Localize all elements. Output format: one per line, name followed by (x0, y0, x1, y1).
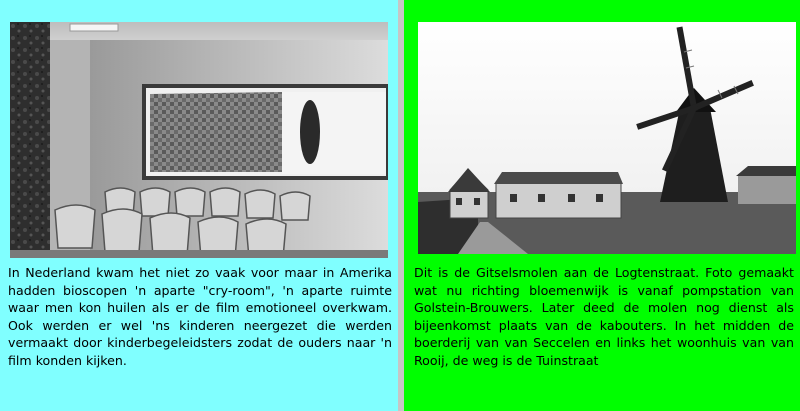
left-panel (0, 0, 398, 411)
cry-room-photo (10, 22, 388, 258)
windmill-caption: Dit is de Gitselsmolen aan de Logtenstraat. Foto gemaakt wat nu richting bloemenwijk is vanaf pompstation van Golstein-Brouwers. Later deed de molen nog dienst als bijeenkomst plaats van de kabouters. In het midden de boerderij van van Seccelen en links het woonhuis van van Rooij, de weg is de Tuinstraat (414, 265, 794, 368)
right-panel (404, 0, 800, 411)
windmill-photo (418, 22, 796, 254)
cry-room-caption: In Nederland kwam het niet zo vaak voor maar in Amerika hadden bioscopen 'n aparte "cry-room", 'n aparte ruimte waar men kon huilen als er de film emotioneel overkwam. Ook werden er wel 'ns kinderen neergezet die werden vermaakt door kinderbegeleidsters zodat de ouders naar 'n film konden kijken. (8, 265, 392, 368)
